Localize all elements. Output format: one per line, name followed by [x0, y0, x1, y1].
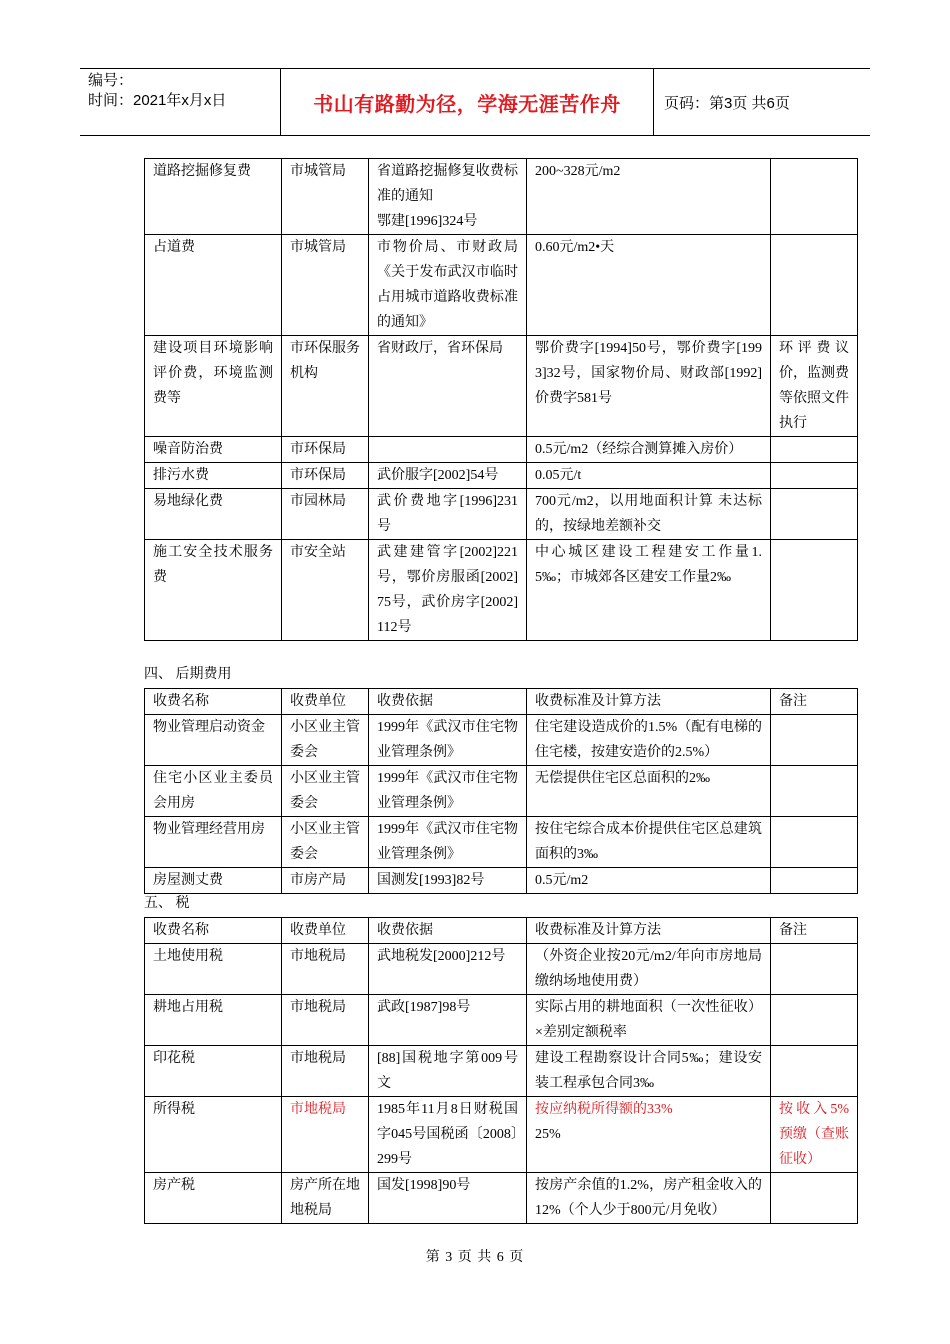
- table-row: [145, 944, 858, 995]
- fee-name: 住宅小区业主委员会用房: [145, 766, 282, 817]
- fee-unit: 小区业主管委会: [282, 766, 369, 817]
- fee-basis: 1985年11月8日财税国字045号国税函〔2008〕299号: [369, 1097, 527, 1173]
- table-row: [145, 235, 858, 336]
- table-row: [145, 868, 858, 894]
- fee-name: 印花税: [145, 1046, 282, 1097]
- table-row: [145, 995, 858, 1046]
- fee-note: [771, 540, 858, 641]
- table-row: [145, 817, 858, 868]
- fee-note: [771, 766, 858, 817]
- table-row: [145, 463, 858, 489]
- fee-note: [771, 159, 858, 235]
- column-header: 收费单位: [282, 918, 369, 944]
- fee-basis: 1999年《武汉市住宅物业管理条例》: [369, 817, 527, 868]
- fee-name: 道路挖掘修复费: [145, 159, 282, 235]
- fee-standard: 700元/m2，以用地面积计算 未达标的，按绿地差额补交: [527, 489, 771, 540]
- fee-name: 房屋测丈费: [145, 868, 282, 894]
- section-title-tax: 五、 税: [144, 896, 190, 911]
- column-header: 收费单位: [282, 689, 369, 715]
- fee-name: 建设项目环境影响评价费，环境监测费等: [145, 336, 282, 437]
- fee-table-tax: [144, 917, 858, 1224]
- fee-unit: 市房产局: [282, 868, 369, 894]
- fee-note: 环评费议价，监测费等依照文件执行: [771, 336, 858, 437]
- fee-standard: 按房产余值的1.2%，房产租金收入的12%（个人少于800元/月免收）: [527, 1173, 771, 1224]
- fee-unit: 市城管局: [282, 159, 369, 235]
- fee-unit: 房产所在地地税局: [282, 1173, 369, 1224]
- fee-note: [771, 463, 858, 489]
- fee-basis: 省财政厅，省环保局: [369, 336, 527, 437]
- fee-basis: 武建建管字[2002]221号，鄂价房服函[2002]75号，武价房字[2002]112号: [369, 540, 527, 641]
- fee-standard-line-highlighted: 按应纳税所得额的33%: [535, 1102, 673, 1117]
- table-row: [145, 715, 858, 766]
- table-row: [145, 766, 858, 817]
- header-motto: 书山有路勤为径，学海无涯苦作舟: [313, 91, 621, 116]
- fee-unit: 市环保局: [282, 463, 369, 489]
- fee-name: 占道费: [145, 235, 282, 336]
- table-header-row: [145, 689, 858, 715]
- header-page-number: 页码：第3页 共6页: [664, 94, 790, 112]
- fee-basis: 武价服字[2002]54号: [369, 463, 527, 489]
- column-header: 收费标准及计算方法: [527, 918, 771, 944]
- fee-unit: 市环保局: [282, 437, 369, 463]
- fee-note-highlighted: 按收入5%预缴（查账征收）: [771, 1097, 858, 1173]
- fee-note: [771, 944, 858, 995]
- fee-note: [771, 817, 858, 868]
- section-title-later-fees: 四、 后期费用: [144, 667, 232, 682]
- column-header: 备注: [771, 689, 858, 715]
- header-date: 时间：2021年x月x日: [88, 92, 227, 109]
- fee-basis: 省道路挖掘修复收费标准的通知 鄂建[1996]324号: [369, 159, 527, 235]
- fee-basis: 1999年《武汉市住宅物业管理条例》: [369, 715, 527, 766]
- header-meta: [80, 69, 280, 135]
- fee-unit: 市城管局: [282, 235, 369, 336]
- table-row: [145, 1097, 858, 1173]
- fee-basis: 武地税发[2000]212号: [369, 944, 527, 995]
- fee-standard: 0.05元/t: [527, 463, 771, 489]
- fee-name: 易地绿化费: [145, 489, 282, 540]
- fee-name: 排污水费: [145, 463, 282, 489]
- fee-basis: 国测发[1993]82号: [369, 868, 527, 894]
- fee-name: 所得税: [145, 1097, 282, 1173]
- page-footer: 第 3 页 共 6 页: [425, 1250, 525, 1265]
- fee-standard: 0.60元/m2•天: [527, 235, 771, 336]
- fee-basis: [369, 437, 527, 463]
- fee-basis: 1999年《武汉市住宅物业管理条例》: [369, 766, 527, 817]
- fee-unit: 市园林局: [282, 489, 369, 540]
- fee-unit: 小区业主管委会: [282, 817, 369, 868]
- column-header: 收费名称: [145, 689, 282, 715]
- header-number: 编号：: [88, 72, 134, 89]
- fee-basis: 市物价局、市财政局《关于发布武汉市临时占用城市道路收费标准的通知》: [369, 235, 527, 336]
- fee-unit: 市环保服务机构: [282, 336, 369, 437]
- column-header: 收费依据: [369, 918, 527, 944]
- fee-standard: 住宅建设造成价的1.5%（配有电梯的住宅楼，按建安造价的2.5%）: [527, 715, 771, 766]
- fee-standard-line: 25%: [535, 1127, 561, 1142]
- fee-note: [771, 1173, 858, 1224]
- fee-standard: 0.5元/m2: [527, 868, 771, 894]
- fee-note: [771, 1046, 858, 1097]
- fee-standard: 建设工程勘察设计合同5‰；建设安装工程承包合同3‰: [527, 1046, 771, 1097]
- column-header: 收费依据: [369, 689, 527, 715]
- fee-standard: 200~328元/m2: [527, 159, 771, 235]
- fee-unit: 市地税局: [282, 1046, 369, 1097]
- fee-note: [771, 437, 858, 463]
- fee-note: [771, 715, 858, 766]
- fee-table-later-fees: [144, 688, 858, 894]
- fee-note: [771, 235, 858, 336]
- column-header: 收费标准及计算方法: [527, 689, 771, 715]
- fee-name: 房产税: [145, 1173, 282, 1224]
- header-page-cell: [654, 69, 870, 135]
- fee-basis: 国发[1998]90号: [369, 1173, 527, 1224]
- fee-table-continued: [144, 158, 858, 641]
- fee-standard: 中心城区建设工程建安工作量1.5‰；市城郊各区建安工作量2‰: [527, 540, 771, 641]
- fee-standard: 鄂价费字[1994]50号，鄂价费字[1993]32号，国家物价局、财政部[1992]价费字581号: [527, 336, 771, 437]
- fee-name: 耕地占用税: [145, 995, 282, 1046]
- fee-name: 噪音防治费: [145, 437, 282, 463]
- page-header: [80, 68, 870, 136]
- fee-basis: [88]国税地字第009号文: [369, 1046, 527, 1097]
- column-header: 收费名称: [145, 918, 282, 944]
- fee-standard: 按住宅综合成本价提供住宅区总建筑面积的3‰: [527, 817, 771, 868]
- fee-unit: 市地税局: [282, 944, 369, 995]
- fee-name: 土地使用税: [145, 944, 282, 995]
- fee-name: 物业管理启动资金: [145, 715, 282, 766]
- fee-standard: 实际占用的耕地面积（一次性征收）×差别定额税率: [527, 995, 771, 1046]
- table-header-row: [145, 918, 858, 944]
- fee-note: [771, 489, 858, 540]
- column-header: 备注: [771, 918, 858, 944]
- table-row: [145, 1173, 858, 1224]
- fee-standard: 无偿提供住宅区总面积的2‰: [527, 766, 771, 817]
- table-row: [145, 489, 858, 540]
- fee-name: 物业管理经营用房: [145, 817, 282, 868]
- table-row: [145, 437, 858, 463]
- header-motto-cell: [280, 69, 654, 135]
- fee-note: [771, 995, 858, 1046]
- table-row: [145, 336, 858, 437]
- fee-name: 施工安全技术服务费: [145, 540, 282, 641]
- fee-note: [771, 868, 858, 894]
- table-row: [145, 159, 858, 235]
- fee-basis: 武政[1987]98号: [369, 995, 527, 1046]
- fee-unit: 市安全站: [282, 540, 369, 641]
- fee-unit: 小区业主管委会: [282, 715, 369, 766]
- fee-basis: 武价费地字[1996]231号: [369, 489, 527, 540]
- fee-unit-highlighted: 市地税局: [282, 1097, 369, 1173]
- fee-standard: [527, 1097, 771, 1173]
- fee-unit: 市地税局: [282, 995, 369, 1046]
- fee-standard: （外资企业按20元/m2/年向市房地局缴纳场地使用费）: [527, 944, 771, 995]
- table-row: [145, 1046, 858, 1097]
- table-row: [145, 540, 858, 641]
- fee-standard: 0.5元/m2（经综合测算摊入房价）: [527, 437, 771, 463]
